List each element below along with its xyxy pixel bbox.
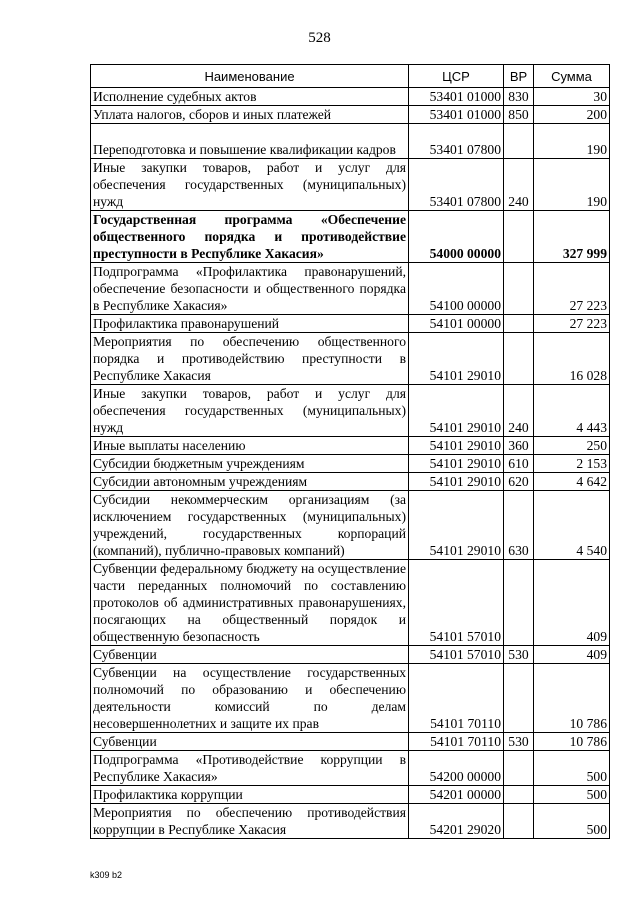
row-vr: [504, 211, 534, 263]
row-vr: [504, 124, 534, 159]
row-sum: 500: [534, 804, 610, 839]
row-sum: 16 028: [534, 333, 610, 385]
row-csr: 54000 00000: [409, 211, 504, 263]
row-name: Подпрограмма «Профилактика правонарушений, обеспечение безопасности и общественного порядка в Республике Хакасия»: [91, 263, 409, 315]
table-row: [91, 385, 610, 437]
row-vr: 830: [504, 88, 534, 106]
table-row: [91, 437, 610, 455]
row-csr: 54101 29010: [409, 333, 504, 385]
table-row: [91, 646, 610, 664]
table-row: [91, 491, 610, 560]
table-row: [91, 333, 610, 385]
row-vr: 630: [504, 491, 534, 560]
row-csr: 54101 57010: [409, 646, 504, 664]
row-csr: 53401 07800: [409, 124, 504, 159]
row-vr: 240: [504, 159, 534, 211]
row-sum: 190: [534, 159, 610, 211]
table-header-row: [91, 65, 610, 88]
row-csr: 54101 29010: [409, 437, 504, 455]
row-csr: 54101 29010: [409, 385, 504, 437]
row-name: Переподготовка и повышение квалификации кадров: [91, 124, 409, 159]
table-row: [91, 804, 610, 839]
table-row: [91, 664, 610, 733]
row-sum: 27 223: [534, 263, 610, 315]
row-sum: 10 786: [534, 664, 610, 733]
row-vr: [504, 333, 534, 385]
row-vr: [504, 560, 534, 646]
row-name: Мероприятия по обеспечению противодействия коррупции в Республике Хакасия: [91, 804, 409, 839]
row-name: Исполнение судебных актов: [91, 88, 409, 106]
row-sum: 4 443: [534, 385, 610, 437]
header-sum: Сумма: [534, 65, 610, 88]
table-row: [91, 751, 610, 786]
row-name: Иные закупки товаров, работ и услуг для обеспечения государственных (муниципальных) нужд: [91, 159, 409, 211]
table-row: [91, 473, 610, 491]
budget-table: [90, 64, 610, 839]
row-name: Подпрограмма «Противодействие коррупции в Республике Хакасия»: [91, 751, 409, 786]
header-vr: ВР: [504, 65, 534, 88]
row-csr: 54101 00000: [409, 315, 504, 333]
row-vr: 620: [504, 473, 534, 491]
table-row: [91, 315, 610, 333]
row-csr: 54200 00000: [409, 751, 504, 786]
row-sum: 30: [534, 88, 610, 106]
row-vr: [504, 263, 534, 315]
row-vr: [504, 664, 534, 733]
table-row: [91, 786, 610, 804]
row-sum: 2 153: [534, 455, 610, 473]
row-csr: 53401 01000: [409, 106, 504, 124]
row-sum: 4 642: [534, 473, 610, 491]
row-name: Профилактика коррупции: [91, 786, 409, 804]
table-row: [91, 560, 610, 646]
row-csr: 53401 01000: [409, 88, 504, 106]
table-row: [91, 263, 610, 315]
row-name: Профилактика правонарушений: [91, 315, 409, 333]
row-sum: 500: [534, 786, 610, 804]
row-csr: 53401 07800: [409, 159, 504, 211]
row-sum: 250: [534, 437, 610, 455]
row-vr: [504, 751, 534, 786]
row-vr: 360: [504, 437, 534, 455]
header-csr: ЦСР: [409, 65, 504, 88]
row-sum: 409: [534, 560, 610, 646]
header-name: Наименование: [91, 65, 409, 88]
row-csr: 54101 29010: [409, 455, 504, 473]
row-sum: 10 786: [534, 733, 610, 751]
table-row: [91, 211, 610, 263]
table-row: [91, 88, 610, 106]
row-sum: 327 999: [534, 211, 610, 263]
row-sum: 500: [534, 751, 610, 786]
table-row: [91, 733, 610, 751]
row-sum: 4 540: [534, 491, 610, 560]
row-vr: 530: [504, 646, 534, 664]
table-row: [91, 159, 610, 211]
row-vr: [504, 804, 534, 839]
row-csr: 54201 29020: [409, 804, 504, 839]
page-number: 528: [308, 30, 331, 46]
row-name: Субсидии некоммерческим организациям (за исключением государственных (муниципальных) учреждений, государственных корпораций (компаний), публично-правовых компаний): [91, 491, 409, 560]
footer-code: k309 b2: [90, 870, 123, 880]
row-name: Мероприятия по обеспечению общественного порядка и противодействию преступности в Республике Хакасия: [91, 333, 409, 385]
row-name: Иные выплаты населению: [91, 437, 409, 455]
row-csr: 54201 00000: [409, 786, 504, 804]
row-csr: 54101 57010: [409, 560, 504, 646]
row-name: Субвенции на осуществление государственных полномочий по образованию и обеспечению деятельности комиссий по делам несовершеннолетних и защите их прав: [91, 664, 409, 733]
row-sum: 409: [534, 646, 610, 664]
row-vr: [504, 315, 534, 333]
row-csr: 54101 29010: [409, 473, 504, 491]
table-row: [91, 106, 610, 124]
row-csr: 54101 29010: [409, 491, 504, 560]
table-row: [91, 124, 610, 159]
row-sum: 200: [534, 106, 610, 124]
row-vr: [504, 786, 534, 804]
row-vr: 610: [504, 455, 534, 473]
row-name: Субвенции: [91, 733, 409, 751]
row-name: Уплата налогов, сборов и иных платежей: [91, 106, 409, 124]
row-name: Государственная программа «Обеспечение общественного порядка и противодействие преступности в Республике Хакасия»: [91, 211, 409, 263]
row-csr: 54100 00000: [409, 263, 504, 315]
row-vr: 850: [504, 106, 534, 124]
row-name: Субвенции федеральному бюджету на осуществление части переданных полномочий по составлению протоколов об административных правонарушениях, посягающих на общественный порядок и общественную безопасность: [91, 560, 409, 646]
row-sum: 27 223: [534, 315, 610, 333]
table-row: [91, 455, 610, 473]
row-name: Субвенции: [91, 646, 409, 664]
row-sum: 190: [534, 124, 610, 159]
row-vr: 530: [504, 733, 534, 751]
row-name: Иные закупки товаров, работ и услуг для обеспечения государственных (муниципальных) нужд: [91, 385, 409, 437]
row-vr: 240: [504, 385, 534, 437]
row-csr: 54101 70110: [409, 664, 504, 733]
row-name: Субсидии бюджетным учреждениям: [91, 455, 409, 473]
row-csr: 54101 70110: [409, 733, 504, 751]
row-name: Субсидии автономным учреждениям: [91, 473, 409, 491]
